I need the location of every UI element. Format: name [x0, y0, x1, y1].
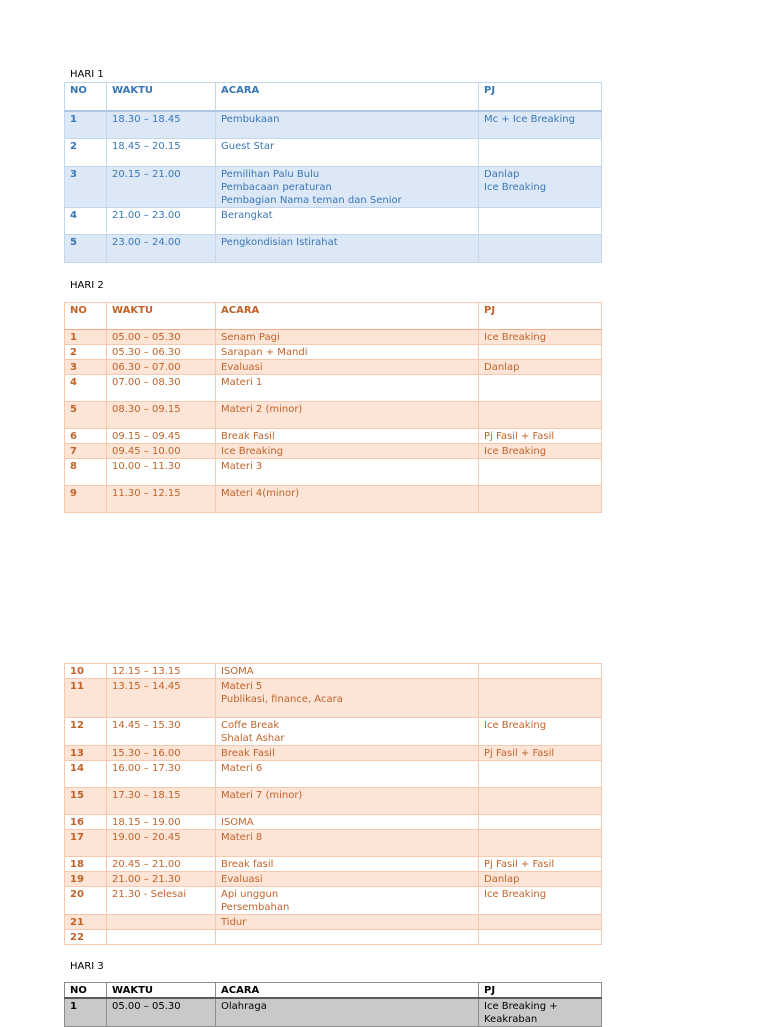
table-row: [65, 664, 602, 679]
event-cell: Coffe Break Shalat Ashar: [216, 718, 479, 746]
pj-cell: [479, 930, 602, 945]
number-cell: 15: [65, 788, 107, 815]
table-row: [65, 139, 602, 167]
column-header-waktu: WAKTU: [107, 83, 216, 111]
event-cell: Api unggun Persembahan: [216, 887, 479, 915]
time-cell: 13.15 – 14.45: [107, 679, 216, 718]
table-row: [65, 915, 602, 930]
column-header-pj: PJ: [479, 303, 602, 330]
column-header-no: NO: [65, 983, 107, 999]
event-cell: Materi 4(minor): [216, 486, 479, 513]
table-row: [65, 830, 602, 857]
pj-cell: Danlap: [479, 360, 602, 375]
event-cell: Materi 6: [216, 761, 479, 788]
pj-cell: [479, 830, 602, 857]
time-cell: 09.15 – 09.45: [107, 429, 216, 444]
number-cell: 10: [65, 664, 107, 679]
column-header-pj: PJ: [479, 983, 602, 999]
number-cell: 3: [65, 360, 107, 375]
table-row: [65, 208, 602, 235]
table-row: [65, 872, 602, 887]
event-cell: Materi 1: [216, 375, 479, 402]
pj-cell: [479, 761, 602, 788]
event-cell: Materi 3: [216, 459, 479, 486]
pj-cell: [479, 235, 602, 263]
number-cell: 17: [65, 830, 107, 857]
pj-cell: [479, 375, 602, 402]
time-cell: 21.00 – 23.00: [107, 208, 216, 235]
day2-label: HARI 2: [70, 280, 104, 291]
table-row: [65, 167, 602, 208]
pj-cell: [479, 208, 602, 235]
event-cell: Materi 7 (minor): [216, 788, 479, 815]
number-cell: 5: [65, 235, 107, 263]
time-cell: 08.30 – 09.15: [107, 402, 216, 429]
number-cell: 2: [65, 345, 107, 360]
time-cell: 05.00 – 05.30: [107, 998, 216, 1027]
time-cell: 18.15 – 19.00: [107, 815, 216, 830]
pj-cell: [479, 459, 602, 486]
time-cell: 11.30 – 12.15: [107, 486, 216, 513]
pj-cell: [479, 402, 602, 429]
number-cell: 16: [65, 815, 107, 830]
time-cell: 23.00 – 24.00: [107, 235, 216, 263]
table-row: [65, 679, 602, 718]
pj-cell: Ice Breaking: [479, 887, 602, 915]
pj-cell: [479, 915, 602, 930]
pj-cell: [479, 679, 602, 718]
event-cell: Evaluasi: [216, 872, 479, 887]
pj-cell: Pj Fasil + Fasil: [479, 746, 602, 761]
pj-cell: Pj Fasil + Fasil: [479, 857, 602, 872]
time-cell: 14.45 – 15.30: [107, 718, 216, 746]
time-cell: 15.30 – 16.00: [107, 746, 216, 761]
column-header-waktu: WAKTU: [107, 983, 216, 999]
number-cell: 1: [65, 998, 107, 1027]
table-row: [65, 459, 602, 486]
number-cell: 19: [65, 872, 107, 887]
table-row: [65, 788, 602, 815]
day1-schedule-table: [64, 82, 602, 263]
event-cell: Materi 8: [216, 830, 479, 857]
number-cell: 13: [65, 746, 107, 761]
table-row: [65, 857, 602, 872]
event-cell: ISOMA: [216, 815, 479, 830]
number-cell: 1: [65, 330, 107, 345]
number-cell: 18: [65, 857, 107, 872]
number-cell: 8: [65, 459, 107, 486]
number-cell: 20: [65, 887, 107, 915]
pj-cell: Danlap: [479, 872, 602, 887]
event-cell: Olahraga: [216, 998, 479, 1027]
event-cell: Pemilihan Palu Bulu Pembacaan peraturan Pembagian Nama teman dan Senior: [216, 167, 479, 208]
time-cell: 18.45 – 20.15: [107, 139, 216, 167]
column-header-acara: ACARA: [216, 303, 479, 330]
column-header-acara: ACARA: [216, 83, 479, 111]
table-row: [65, 330, 602, 345]
pj-cell: Ice Breaking + Keakraban: [479, 998, 602, 1027]
day2-schedule-table: [64, 302, 602, 513]
table-row: [65, 402, 602, 429]
time-cell: 16.00 – 17.30: [107, 761, 216, 788]
column-header-no: NO: [65, 83, 107, 111]
event-cell: Sarapan + Mandi: [216, 345, 479, 360]
pj-cell: [479, 486, 602, 513]
table-row: [65, 360, 602, 375]
time-cell: 21.30 - Selesai: [107, 887, 216, 915]
number-cell: 21: [65, 915, 107, 930]
table-header-row: [65, 303, 602, 330]
table-row: [65, 375, 602, 402]
pj-cell: [479, 139, 602, 167]
pj-cell: [479, 788, 602, 815]
number-cell: 9: [65, 486, 107, 513]
number-cell: 3: [65, 167, 107, 208]
day2-schedule-table-continued: [64, 663, 602, 945]
table-row: [65, 486, 602, 513]
time-cell: 20.15 – 21.00: [107, 167, 216, 208]
pj-cell: Mc + Ice Breaking: [479, 111, 602, 139]
event-cell: Pembukaan: [216, 111, 479, 139]
number-cell: 11: [65, 679, 107, 718]
table-header-row: [65, 983, 602, 999]
time-cell: 12.15 – 13.15: [107, 664, 216, 679]
time-cell: 07.00 – 08.30: [107, 375, 216, 402]
pj-cell: Danlap Ice Breaking: [479, 167, 602, 208]
number-cell: 4: [65, 375, 107, 402]
pj-cell: Ice Breaking: [479, 718, 602, 746]
number-cell: 1: [65, 111, 107, 139]
event-cell: Berangkat: [216, 208, 479, 235]
time-cell: 05.00 – 05.30: [107, 330, 216, 345]
pj-cell: Ice Breaking: [479, 330, 602, 345]
column-header-acara: ACARA: [216, 983, 479, 999]
table-row: [65, 345, 602, 360]
time-cell: 06.30 – 07.00: [107, 360, 216, 375]
table-header-row: [65, 83, 602, 111]
day3-schedule-table: [64, 982, 602, 1027]
table-row: [65, 111, 602, 139]
column-header-no: NO: [65, 303, 107, 330]
event-cell: Break Fasil: [216, 746, 479, 761]
event-cell: Break Fasil: [216, 429, 479, 444]
table-row: [65, 887, 602, 915]
time-cell: [107, 930, 216, 945]
pj-cell: Ice Breaking: [479, 444, 602, 459]
number-cell: 4: [65, 208, 107, 235]
time-cell: 10.00 – 11.30: [107, 459, 216, 486]
number-cell: 6: [65, 429, 107, 444]
number-cell: 22: [65, 930, 107, 945]
table-row: [65, 429, 602, 444]
number-cell: 7: [65, 444, 107, 459]
column-header-waktu: WAKTU: [107, 303, 216, 330]
table-row: [65, 815, 602, 830]
pj-cell: [479, 345, 602, 360]
time-cell: 21.00 – 21.30: [107, 872, 216, 887]
event-cell: Pengkondisian Istirahat: [216, 235, 479, 263]
event-cell: Guest Star: [216, 139, 479, 167]
table-row: [65, 746, 602, 761]
table-row: [65, 444, 602, 459]
event-cell: Break fasil: [216, 857, 479, 872]
pj-cell: Pj Fasil + Fasil: [479, 429, 602, 444]
column-header-pj: PJ: [479, 83, 602, 111]
number-cell: 12: [65, 718, 107, 746]
event-cell: Ice Breaking: [216, 444, 479, 459]
table-row: [65, 235, 602, 263]
day3-label: HARI 3: [70, 961, 104, 972]
number-cell: 2: [65, 139, 107, 167]
time-cell: 18.30 – 18.45: [107, 111, 216, 139]
event-cell: Senam Pagi: [216, 330, 479, 345]
event-cell: ISOMA: [216, 664, 479, 679]
event-cell: Materi 2 (minor): [216, 402, 479, 429]
time-cell: 17.30 – 18.15: [107, 788, 216, 815]
table-row: [65, 761, 602, 788]
pj-cell: [479, 815, 602, 830]
event-cell: Tidur: [216, 915, 479, 930]
number-cell: 14: [65, 761, 107, 788]
event-cell: Materi 5 Publikasi, finance, Acara: [216, 679, 479, 718]
event-cell: [216, 930, 479, 945]
table-row: [65, 718, 602, 746]
time-cell: 09.45 – 10.00: [107, 444, 216, 459]
time-cell: [107, 915, 216, 930]
time-cell: 19.00 – 20.45: [107, 830, 216, 857]
number-cell: 5: [65, 402, 107, 429]
pj-cell: [479, 664, 602, 679]
table-row: [65, 930, 602, 945]
table-row: [65, 998, 602, 1027]
time-cell: 20.45 – 21.00: [107, 857, 216, 872]
day1-label: HARI 1: [70, 69, 104, 80]
event-cell: Evaluasi: [216, 360, 479, 375]
time-cell: 05.30 – 06.30: [107, 345, 216, 360]
